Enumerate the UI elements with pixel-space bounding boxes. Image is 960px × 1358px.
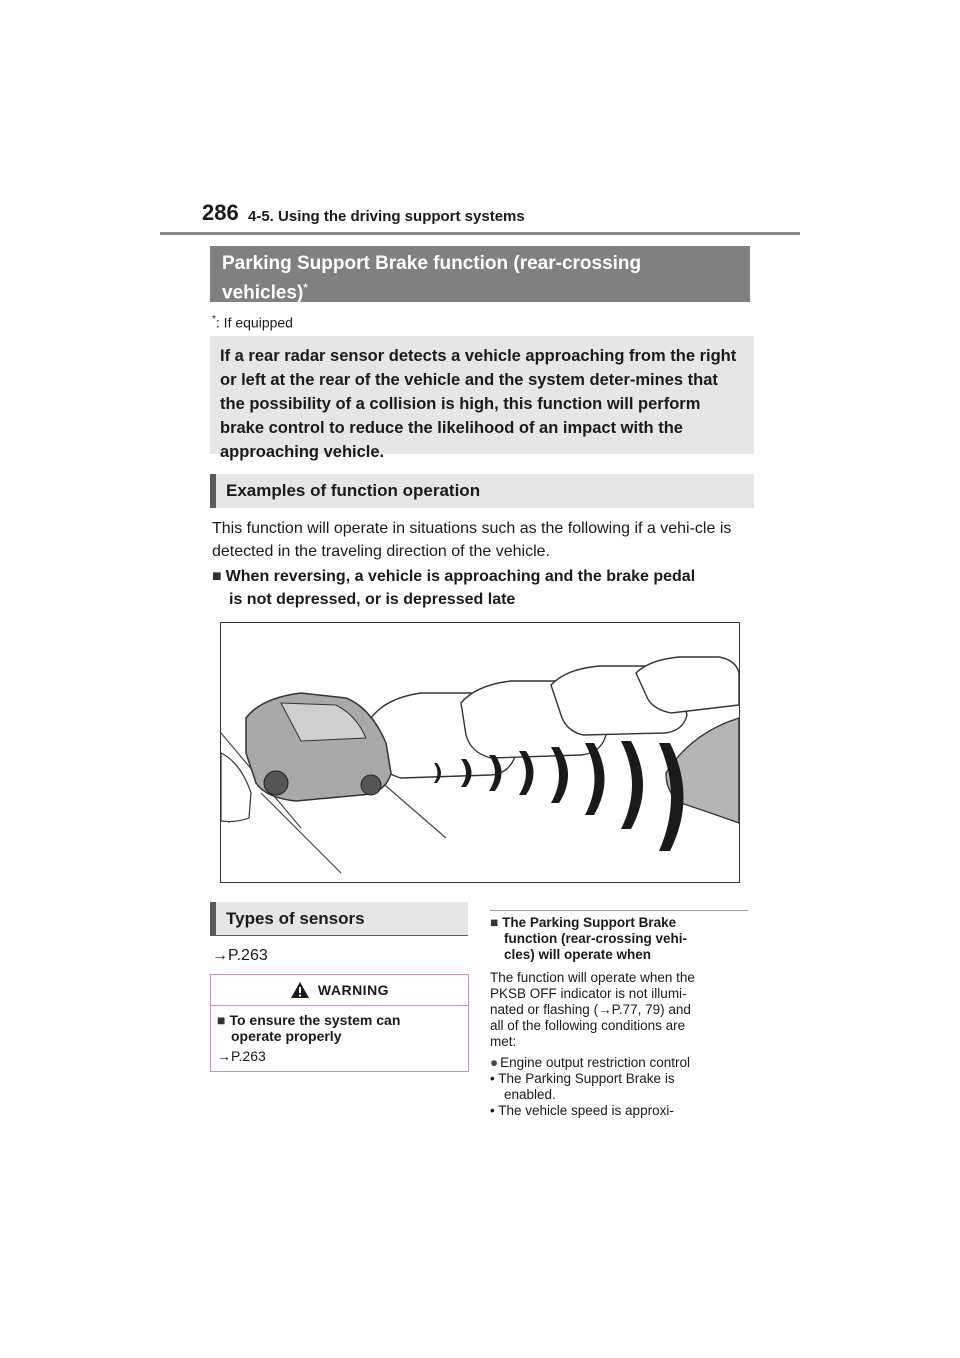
footnote: *: If equipped (212, 314, 293, 331)
section-header: 4-5. Using the driving support systems (248, 208, 525, 225)
header-divider (160, 232, 800, 235)
parking-scene-drawing (221, 623, 739, 882)
page-title-line1: Parking Support Brake function (rear-crossing (222, 253, 642, 274)
reversing-suv (246, 693, 391, 801)
page-title-bar (210, 246, 750, 302)
intro-text: If a rear radar sensor detects a vehicle approaching from the right or left at the rear of the vehicle and the system deter-mines that the possibility of a collision is high, this function will perform brake control to reduce the likelihood of an impact with the approaching vehicle. (220, 347, 737, 461)
warning-reference: →P.263 (217, 1048, 266, 1064)
example-case-heading: ■ When reversing, a vehicle is approaching and the brake pedal is not depressed, or is depressed late (212, 568, 696, 608)
page-number: 286 (202, 200, 239, 225)
parking-illustration (220, 622, 740, 883)
page-title-line2: vehicles)* (222, 282, 308, 304)
warning-header: WARNING (211, 975, 468, 1006)
intro-box (210, 336, 754, 461)
sensors-reference: →P.263 (212, 947, 268, 964)
condition-bullet: ● Engine output restriction control • The Parking Support Brake is enabled. • The vehicle speed is approxi- (490, 1055, 691, 1118)
warning-item: ■ To ensure the system can operate properly (217, 1012, 401, 1044)
warning-box (210, 974, 469, 1072)
examples-heading: Examples of function operation (210, 474, 754, 508)
sensors-heading: Types of sensors (210, 902, 468, 936)
examples-body: This function will operate in situations such as the following if a vehi-cle is detected in the traveling direction of the vehicle. (212, 520, 732, 560)
warning-triangle-icon (290, 981, 310, 999)
condition-paragraph: The function will operate when the PKSB OFF indicator is not illumi- nated or flashing (→P.77, 79) and all of the following conditions are met: (490, 970, 695, 1049)
condition-heading: ■ The Parking Support Brake function (rear-crossing vehi- cles) will operate when (490, 915, 688, 962)
right-column-rule (490, 910, 748, 911)
